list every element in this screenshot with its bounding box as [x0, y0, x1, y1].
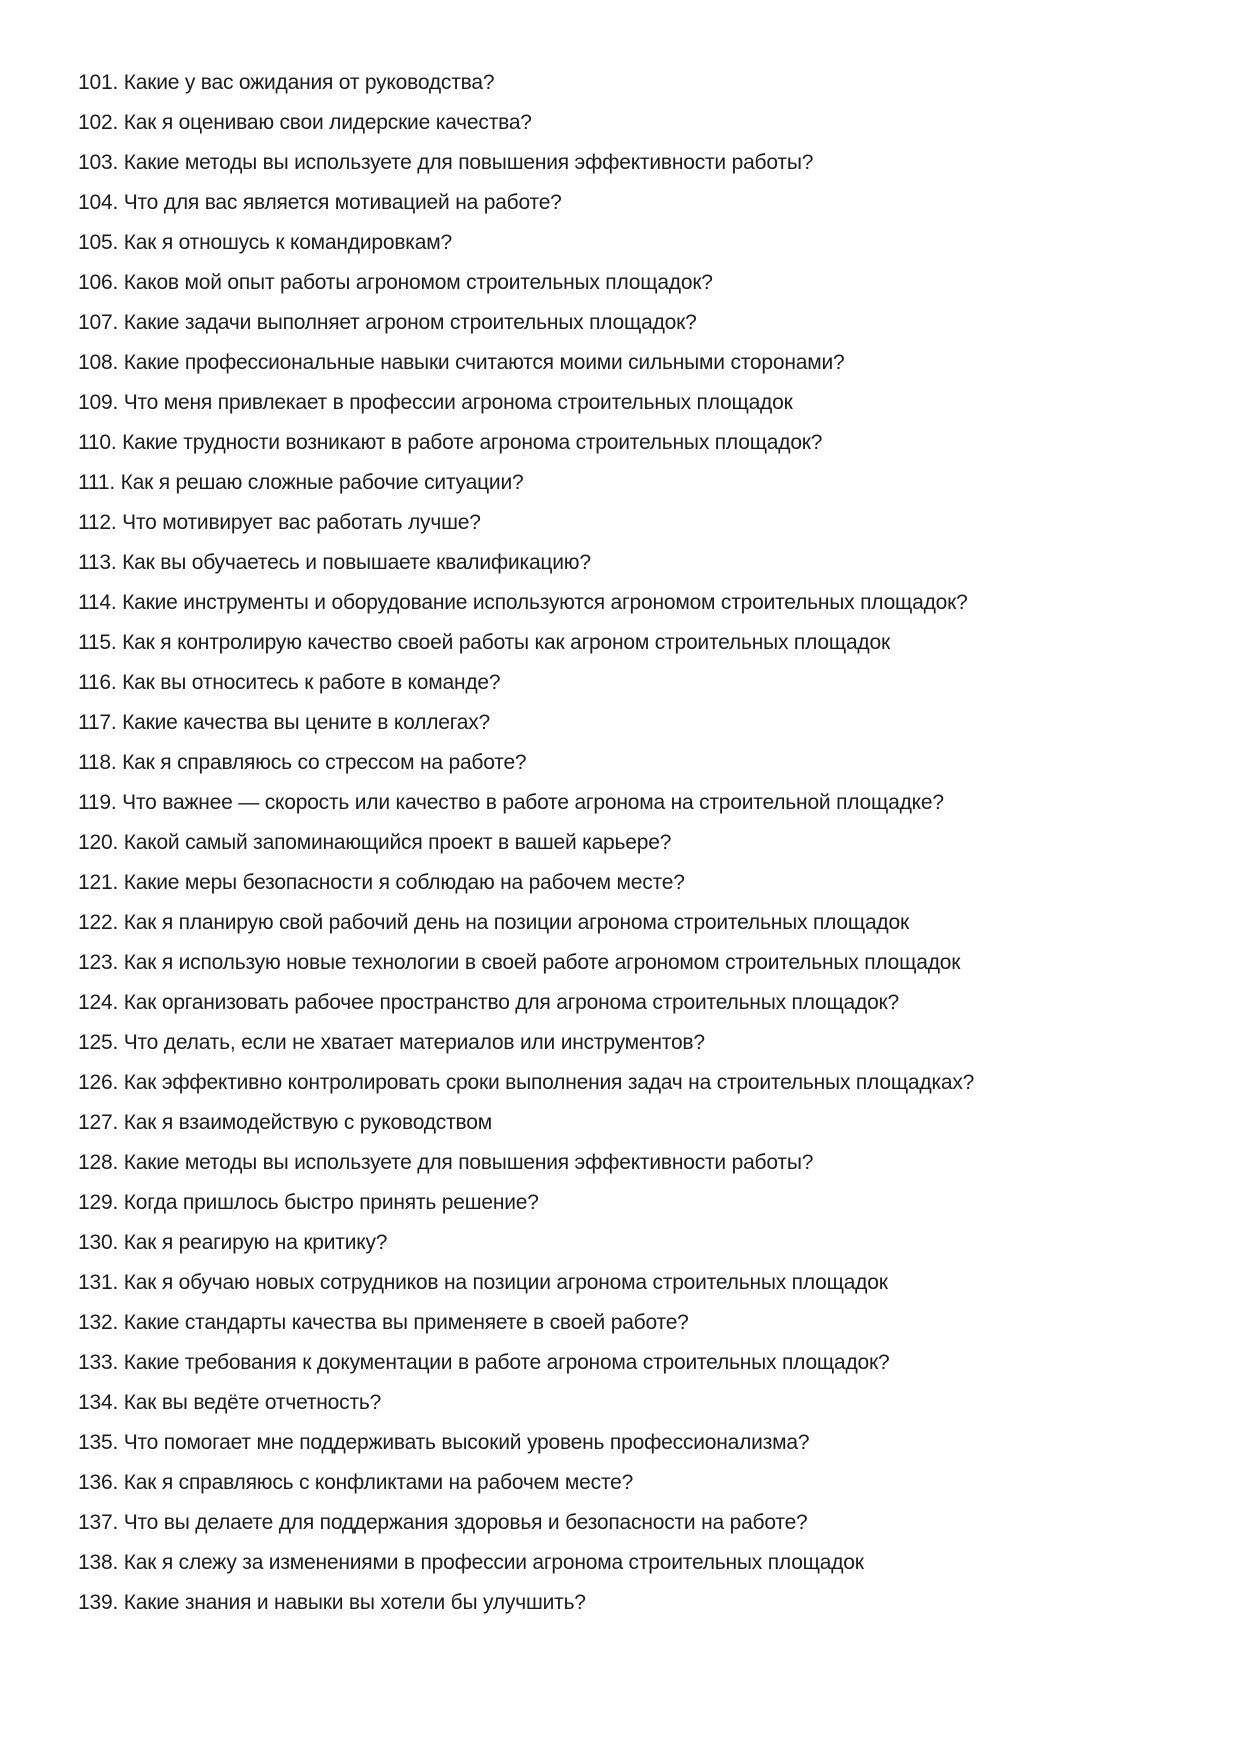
question-item: 119. Что важнее — скорость или качество в работе агронома на строительной площадке?	[78, 791, 944, 814]
question-item: 123. Как я использую новые технологии в своей работе агрономом строительных площадок	[78, 951, 961, 974]
question-item: 111. Как я решаю сложные рабочие ситуации?	[78, 471, 524, 494]
question-item: 129. Когда пришлось быстро принять решение?	[78, 1191, 539, 1214]
question-item: 106. Каков мой опыт работы агрономом строительных площадок?	[78, 271, 713, 294]
question-item: 131. Как я обучаю новых сотрудников на позиции агронома строительных площадок	[78, 1271, 888, 1294]
question-item: 128. Какие методы вы используете для повышения эффективности работы?	[78, 1151, 814, 1174]
question-item: 114. Какие инструменты и оборудование используются агрономом строительных площадок?	[78, 591, 968, 614]
question-item: 103. Какие методы вы используете для повышения эффективности работы?	[78, 151, 814, 174]
question-item: 110. Какие трудности возникают в работе агронома строительных площадок?	[78, 431, 823, 454]
question-item: 118. Как я справляюсь со стрессом на работе?	[78, 751, 527, 774]
question-item: 120. Какой самый запоминающийся проект в вашей карьере?	[78, 831, 672, 854]
question-item: 104. Что для вас является мотивацией на работе?	[78, 191, 562, 214]
question-item: 105. Как я отношусь к командировкам?	[78, 231, 452, 254]
question-item: 138. Как я слежу за изменениями в профессии агронома строительных площадок	[78, 1551, 864, 1574]
question-item: 136. Как я справляюсь с конфликтами на рабочем месте?	[78, 1471, 634, 1494]
question-item: 116. Как вы относитесь к работе в команде?	[78, 671, 501, 694]
question-item: 130. Как я реагирую на критику?	[78, 1231, 388, 1254]
question-item: 133. Какие требования к документации в работе агронома строительных площадок?	[78, 1351, 890, 1374]
question-item: 115. Как я контролирую качество своей работы как агроном строительных площадок	[78, 631, 890, 654]
question-item: 125. Что делать, если не хватает материалов или инструментов?	[78, 1031, 705, 1054]
question-item: 112. Что мотивирует вас работать лучше?	[78, 511, 481, 534]
question-item: 107. Какие задачи выполняет агроном строительных площадок?	[78, 311, 697, 334]
question-item: 101. Какие у вас ожидания от руководства?	[78, 71, 495, 94]
question-item: 108. Какие профессиональные навыки считаются моими сильными сторонами?	[78, 351, 845, 374]
question-item: 132. Какие стандарты качества вы применяете в своей работе?	[78, 1311, 689, 1334]
question-item: 113. Как вы обучаетесь и повышаете квалификацию?	[78, 551, 591, 574]
question-item: 139. Какие знания и навыки вы хотели бы улучшить?	[78, 1591, 586, 1614]
question-item: 117. Какие качества вы цените в коллегах?	[78, 711, 490, 734]
question-item: 109. Что меня привлекает в профессии агронома строительных площадок	[78, 391, 793, 414]
question-item: 122. Как я планирую свой рабочий день на позиции агронома строительных площадок	[78, 911, 909, 934]
question-item: 135. Что помогает мне поддерживать высокий уровень профессионализма?	[78, 1431, 810, 1454]
question-item: 124. Как организовать рабочее пространство для агронома строительных площадок?	[78, 991, 900, 1014]
question-item: 137. Что вы делаете для поддержания здоровья и безопасности на работе?	[78, 1511, 808, 1534]
question-item: 127. Как я взаимодействую с руководством	[78, 1111, 492, 1134]
question-item: 126. Как эффективно контролировать сроки выполнения задач на строительных площадках?	[78, 1071, 975, 1094]
question-item: 134. Как вы ведёте отчетность?	[78, 1391, 382, 1414]
question-item: 121. Какие меры безопасности я соблюдаю на рабочем месте?	[78, 871, 685, 894]
question-list	[78, 63, 1038, 1623]
question-item: 102. Как я оцениваю свои лидерские качества?	[78, 111, 532, 134]
